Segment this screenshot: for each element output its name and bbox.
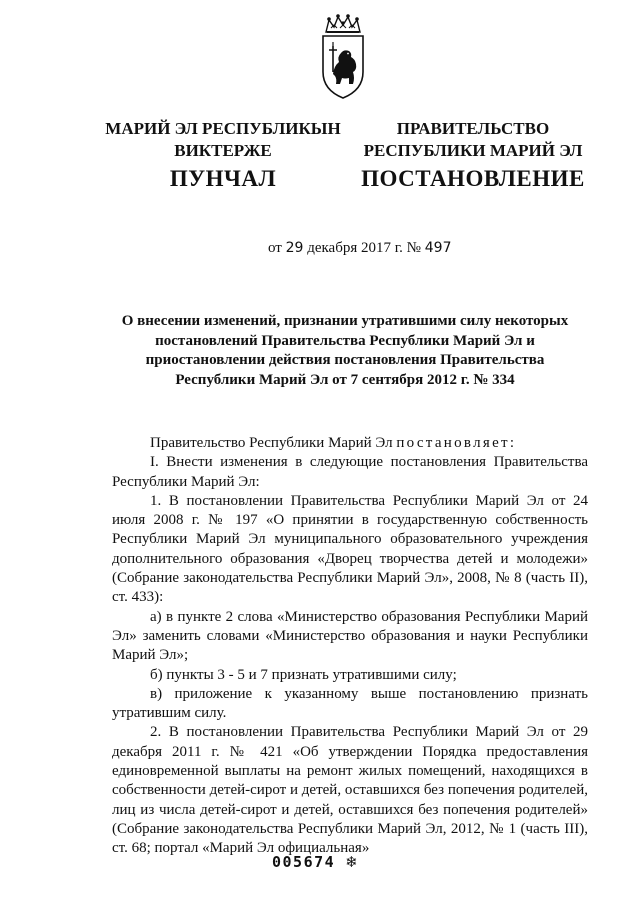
paragraph-section-1: I. Внести изменения в следующие постановления Правительства Республики Марий Эл: [112,454,588,490]
title-line-3: приостановлении действия постановления Правительства [145,352,545,368]
document-body [112,434,588,859]
document-number: 497 [424,240,452,256]
preamble-prefix: Правительство Республики Марий Эл [150,435,393,451]
date-prefix: от [268,240,282,256]
doctype-left: ПУНЧАЛ [169,166,277,191]
document-title [100,312,590,390]
header-right-line-2: РЕСПУБЛИКИ МАРИЙ ЭЛ [363,141,583,160]
preamble [112,434,588,453]
date-middle: декабря 2017 г. № [307,240,421,256]
title-line-4: Республики Марий Эл от 7 сентября 2012 г. № 334 [175,371,515,388]
title-line-1: О внесении изменений, признании утратившими силу некоторых [121,313,569,329]
paragraph-subitem-b: б) пункты 3 - 5 и 7 признать утратившими силу; [150,666,457,683]
title-line-2: постановлений Правительства Республики Марий Эл и [155,332,535,349]
paragraph-subitem-c: в) приложение к указанному выше постановлению признать утратившим силу. [112,685,588,722]
header-left-line-1: МАРИЙ ЭЛ РЕСПУБЛИКЫН [105,119,341,138]
serial-number: 005674 [272,853,336,871]
header-left [92,118,354,162]
header-left-line-2: ВИКТЕРЖЕ [174,141,272,160]
paragraph-item-1: 1. В постановлении Правительства Республики Марий Эл от 24 июля 2008 г. № 197 «О принятии в государственную собственность Республики Марий Эл муниципального образовательного учреждения дополнительного образования «Дворец творчества детей и молодежи» (Собрание законодательства Республики Марий Эл», 2008, № 8 (часть II), ст. 433): [112,492,588,606]
paragraph-item-2: 2. В постановлении Правительства Республики Марий Эл от 29 декабря 2011 г. № 421 «Об утверждении Порядка предоставления единовременной выплаты на ремонт жилых помещений, находящихся в собственности детей-сирот и детей, оставшихся без попечения родителей, лиц из числа детей-сирот и детей, оставшихся без попечения родителей» (Собрание законодательства Республики Марий Эл, 2012, № 1 (часть III), ст. 68; портал «Марий Эл официальная» [112,724,588,857]
preamble-decree-word: постановляет: [396,435,517,451]
form-serial-number [272,853,359,871]
doctype-right: ПОСТАНОВЛЕНИЕ [361,166,585,191]
paragraph-subitem-a: а) в пункте 2 слова «Министерство образования Республики Марий Эл» заменить словами «Министерство образования и науки Республики Марий Эл»; [112,608,588,664]
date-line [268,240,451,257]
header-right-line-1: ПРАВИТЕЛЬСТВО [396,119,550,138]
snowflake-icon: ❄ [345,853,360,871]
header-right [358,118,588,162]
date-day: 29 [285,240,304,256]
coat-of-arms-icon [319,12,367,100]
